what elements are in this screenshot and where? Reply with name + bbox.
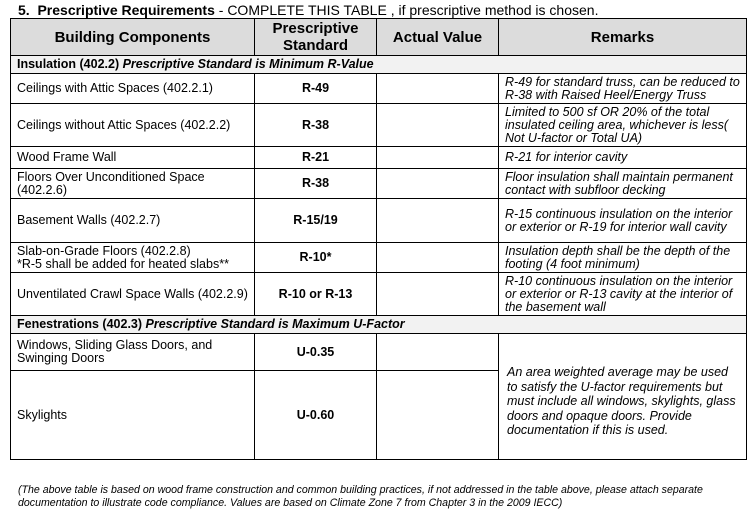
component-cell: Skylights xyxy=(11,371,255,460)
remarks-cell: R-10 continuous insulation on the interior or exterior or R-13 cavity at the interior of the basement wall xyxy=(499,273,747,316)
table-row xyxy=(11,199,747,243)
remarks-cell: Floor insulation shall maintain permanent contact with subfloor decking xyxy=(499,169,747,199)
fenestration-section-row xyxy=(11,316,747,334)
table-row xyxy=(11,243,747,273)
header-actual-value: Actual Value xyxy=(377,19,499,56)
actual-value-input[interactable] xyxy=(377,147,499,169)
section-heading xyxy=(18,2,598,18)
header-building-components: Building Components xyxy=(11,19,255,56)
remarks-cell: R-21 for interior cavity xyxy=(499,147,747,169)
standard-cell: R-21 xyxy=(255,147,377,169)
actual-value-input[interactable] xyxy=(377,334,499,371)
actual-value-input[interactable] xyxy=(377,199,499,243)
component-cell: Wood Frame Wall xyxy=(11,147,255,169)
component-cell: Ceilings with Attic Spaces (402.2.1) xyxy=(11,74,255,104)
footnote: (The above table is based on wood frame construction and common building practices, if not addressed in the table above, please attach separate documentation to illustrate code compliance. Values are based on Climate Zone 7 from Chapter 3 in the 2009 IECC) xyxy=(18,484,703,509)
actual-value-input[interactable] xyxy=(377,104,499,147)
component-cell: Basement Walls (402.2.7) xyxy=(11,199,255,243)
standard-cell: R-10 or R-13 xyxy=(255,273,377,316)
standard-cell: R-38 xyxy=(255,169,377,199)
fenestration-section-label: Fenestrations (402.3) Prescriptive Standard is Maximum U-Factor xyxy=(11,316,747,334)
table-row xyxy=(11,104,747,147)
component-note: *R-5 shall be added for heated slabs** xyxy=(17,256,229,271)
shared-remarks-cell: An area weighted average may be used to satisfy the U-factor requirements but must include all windows, skylights, glass doors and opaque doors. Provide documentation if this is used. xyxy=(499,334,747,460)
header-remarks: Remarks xyxy=(499,19,747,56)
table-row xyxy=(11,273,747,316)
remarks-cell: Limited to 500 sf OR 20% of the total insulated ceiling area, whichever is less( Not U-factor or Total UA) xyxy=(499,104,747,147)
table-row xyxy=(11,74,747,104)
component-cell: Windows, Sliding Glass Doors, and Swinging Doors xyxy=(11,334,255,371)
table-row xyxy=(11,147,747,169)
remarks-cell: Insulation depth shall be the depth of the footing (4 foot minimum) xyxy=(499,243,747,273)
component-cell: Unventilated Crawl Space Walls (402.2.9) xyxy=(11,273,255,316)
component-cell: Slab-on-Grade Floors (402.2.8) *R-5 shall be added for heated slabs** xyxy=(11,243,255,273)
standard-cell: U-0.35 xyxy=(255,334,377,371)
section-number: 5. xyxy=(18,2,30,18)
insulation-section-label: Insulation (402.2) Prescriptive Standard is Minimum R-Value xyxy=(11,56,747,74)
remarks-cell: R-15 continuous insulation on the interior or exterior or R-19 for interior wall cavity xyxy=(499,199,747,243)
table-row xyxy=(11,169,747,199)
header-row xyxy=(11,19,747,56)
table-row xyxy=(11,334,747,371)
component-cell: Floors Over Unconditioned Space (402.2.6) xyxy=(11,169,255,199)
actual-value-input[interactable] xyxy=(377,169,499,199)
header-prescriptive-standard: Prescriptive Standard xyxy=(255,19,377,56)
actual-value-input[interactable] xyxy=(377,74,499,104)
insulation-section-row xyxy=(11,56,747,74)
component-cell: Ceilings without Attic Spaces (402.2.2) xyxy=(11,104,255,147)
standard-cell: R-38 xyxy=(255,104,377,147)
standard-cell: U-0.60 xyxy=(255,371,377,460)
remarks-cell: R-49 for standard truss, can be reduced to R-38 with Raised Heel/Energy Truss xyxy=(499,74,747,104)
actual-value-input[interactable] xyxy=(377,273,499,316)
prescriptive-requirements-table xyxy=(10,18,747,460)
actual-value-input[interactable] xyxy=(377,371,499,460)
actual-value-input[interactable] xyxy=(377,243,499,273)
section-instruction: - COMPLETE THIS TABLE , if prescriptive method is chosen. xyxy=(214,2,599,18)
section-title: Prescriptive Requirements xyxy=(37,2,215,18)
standard-cell: R-10* xyxy=(255,243,377,273)
standard-cell: R-15/19 xyxy=(255,199,377,243)
standard-cell: R-49 xyxy=(255,74,377,104)
